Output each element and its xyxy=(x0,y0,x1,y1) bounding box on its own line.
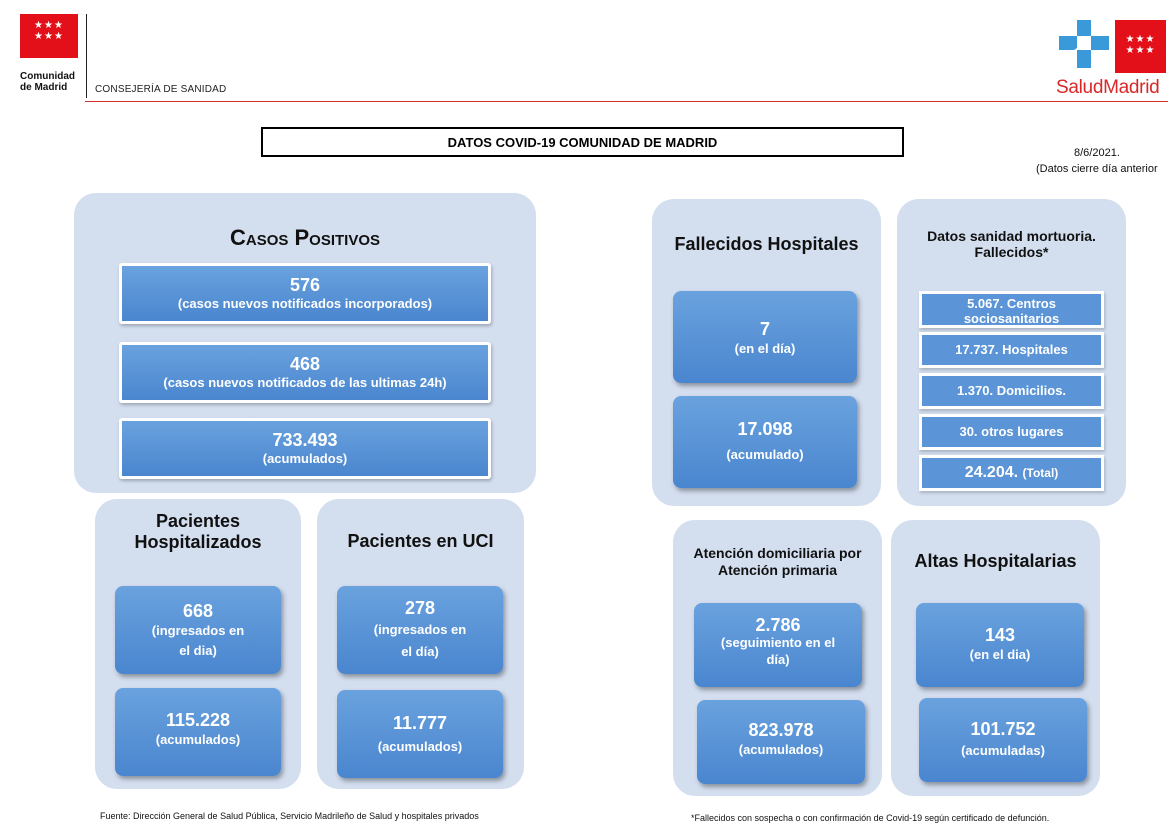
casos-acumulados-label: (acumulados) xyxy=(262,451,348,466)
casos-acumulados-value: 733.493 xyxy=(272,430,338,450)
comunidad-madrid-name: Comunidad de Madrid xyxy=(20,71,75,93)
casos-incorporados-label: (casos nuevos notificados incorporados) xyxy=(177,296,433,311)
hospitalizados-dia-card: 668 (ingresados en el dia) xyxy=(115,586,281,674)
casos-incorporados-card xyxy=(119,263,491,324)
comunidad-madrid-stars: ★★★ ★★★ xyxy=(34,20,64,42)
hospitalizados-acum-value: 115.228 xyxy=(165,710,231,730)
report-date: 8/6/2021. xyxy=(1074,147,1120,159)
casos-positivos-title: Casos Positivos xyxy=(229,225,381,250)
salud-madrid-cross-icon xyxy=(1057,18,1112,76)
mortuoria-hospitales: 17.737. Hospitales xyxy=(919,332,1104,368)
hospitalizados-dia-value: 668 xyxy=(182,601,214,621)
mortuoria-title: Datos sanidad mortuoria. Fallecidos* xyxy=(927,228,1096,260)
fallecidos-dia-card: 7 (en el día) xyxy=(673,291,857,383)
hospitalizados-title: Pacientes Hospitalizados xyxy=(134,511,262,552)
atencion-seg-card: 2.786 (seguimiento en el día) xyxy=(694,603,862,687)
footer-nota: *Fallecidos con sospecha o con confirmación de Covid-19 según certificado de defunción. xyxy=(691,813,1050,823)
footer-fuente: Fuente: Dirección General de Salud Pública, Servicio Madrileño de Salud y hospitales privados xyxy=(100,811,479,821)
altas-acum-value: 101.752 xyxy=(970,719,1036,739)
fallecidos-acum-card: 17.098 (acumulado) xyxy=(673,396,857,488)
salud-madrid-stars: ★★★ ★★★ xyxy=(1125,34,1156,56)
casos-acumulados-card xyxy=(119,418,491,479)
report-date-note: (Datos cierre día anterior xyxy=(1036,163,1158,175)
salud-madrid-wordmark: SaludMadrid xyxy=(1056,77,1160,98)
casos-24h-card xyxy=(119,342,491,403)
atencion-title: Atención domiciliaria por Atención primaria xyxy=(693,545,862,578)
uci-title: Pacientes en UCI xyxy=(347,531,494,551)
altas-dia-card: 143 (en el dia) xyxy=(916,603,1084,687)
fallecidos-title: Fallecidos Hospitales xyxy=(674,234,859,254)
mortuoria-otros: 30. otros lugares xyxy=(919,414,1104,450)
uci-dia-card: 278 (ingresados en el día) xyxy=(337,586,503,674)
page-title: DATOS COVID-19 COMUNIDAD DE MADRID xyxy=(261,127,904,157)
casos-24h-label: (casos nuevos notificados de las ultimas 24h) xyxy=(163,375,447,390)
fallecidos-acum-value: 17.098 xyxy=(737,419,793,439)
mortuoria-domicilios: 1.370. Domicilios. xyxy=(919,373,1104,409)
altas-acum-card: 101.752 (acumuladas) xyxy=(919,698,1087,782)
mortuoria-centros: 5.067. Centros sociosanitarios xyxy=(919,291,1104,328)
header-red-rule xyxy=(85,101,1168,102)
uci-acum-card: 11.777 (acumulados) xyxy=(337,690,503,778)
atencion-acum-card: 823.978 (acumulados) xyxy=(697,700,865,784)
altas-title: Altas Hospitalarias xyxy=(914,551,1077,571)
atencion-acum-value: 823.978 xyxy=(748,720,814,740)
mortuoria-total: 24.204. (Total) xyxy=(919,455,1104,491)
casos-incorporados-value: 576 xyxy=(289,275,321,295)
consejeria-label: CONSEJERÍA DE SANIDAD xyxy=(95,84,227,95)
atencion-seg-value: 2.786 xyxy=(755,615,801,635)
altas-dia-value: 143 xyxy=(984,625,1016,645)
casos-24h-value: 468 xyxy=(289,354,321,374)
uci-acum-value: 11.777 xyxy=(392,713,448,733)
header-divider xyxy=(86,14,87,98)
fallecidos-dia-value: 7 xyxy=(759,319,770,339)
hospitalizados-acum-card: 115.228 (acumulados) xyxy=(115,688,281,776)
uci-dia-value: 278 xyxy=(404,598,436,618)
